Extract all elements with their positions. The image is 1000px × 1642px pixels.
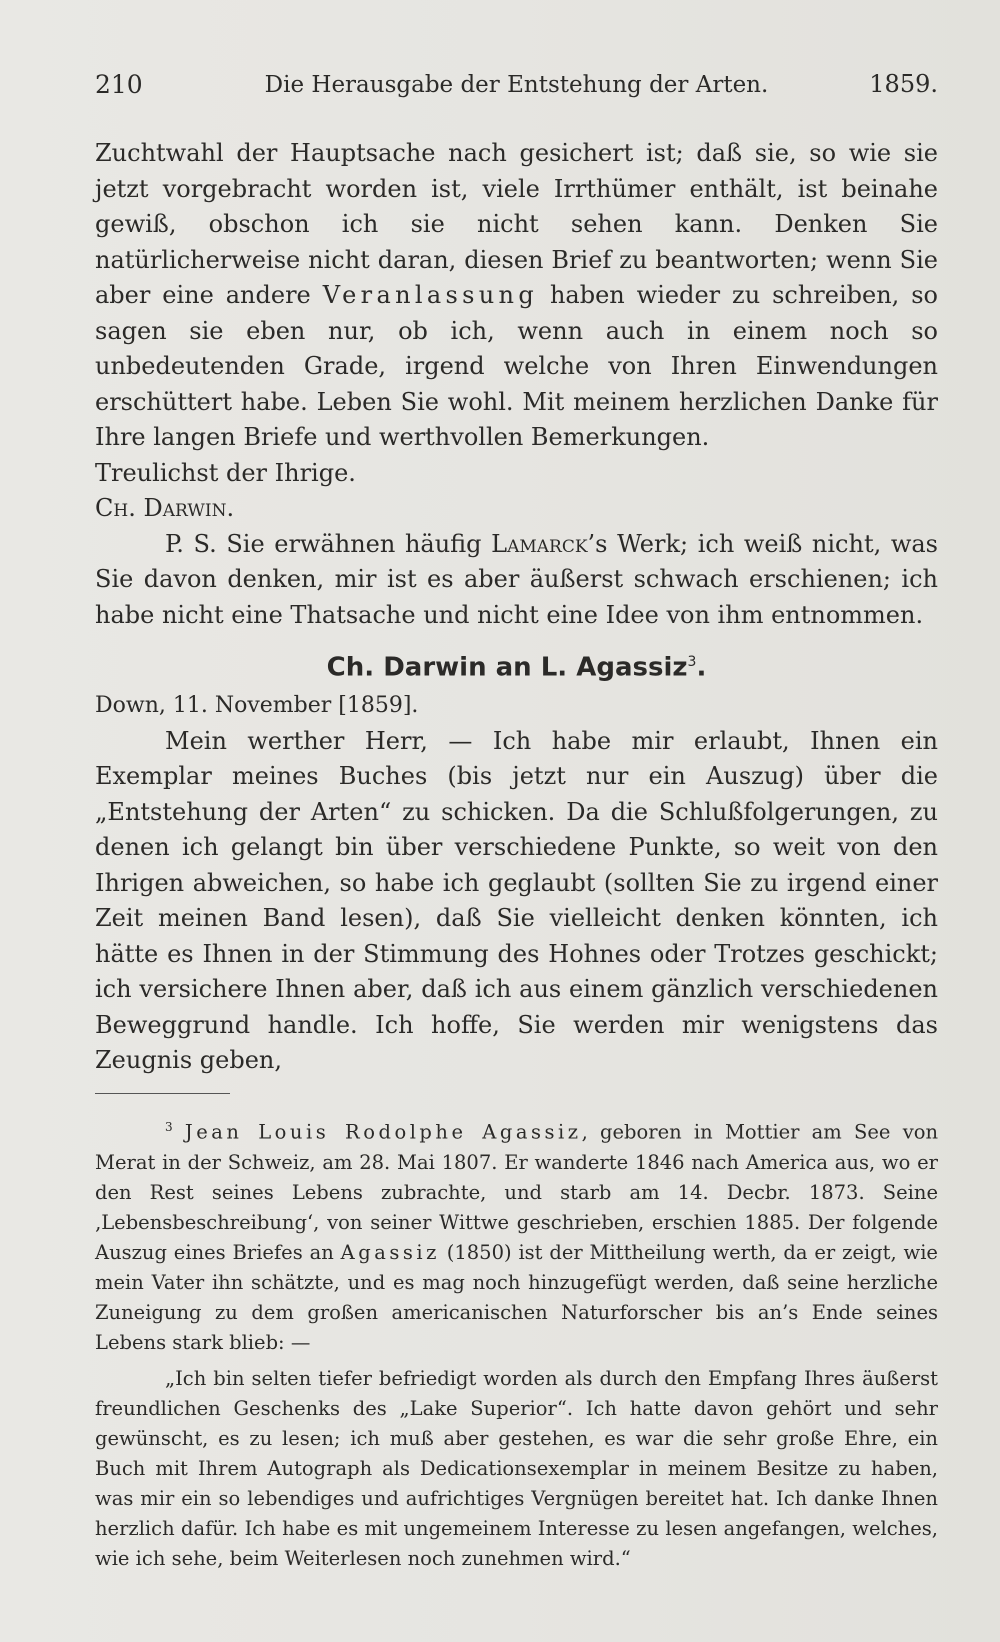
letter1-postscript <box>95 527 938 634</box>
header-year: 1859. <box>869 70 938 98</box>
footnotes <box>95 1112 938 1574</box>
footnote-ref: 3 <box>687 654 697 670</box>
footnote-text-2: (1850) ist der Mittheilung werth, da er zeigt, wie mein Vater ihn schätzte, und es mag noch hinzugefügt werden, daß seine herzliche Zuneigung zu dem großen americanischen Naturforscher bis an’s Ende seines Lebens stark blieb: — <box>95 1240 938 1354</box>
footnote-quote: „Ich bin selten tiefer befriedigt worden als durch den Empfang Ihres äußerst freundlichen Geschenks des „Lake Superior“. Ich hatte davon gehört und sehr gewünscht, es zu lesen; ich muß aber gestehen, es war die sehr große Ehre, ein Buch mit Ihrem Autograph als Dedicationsexemplar in meinem Besitze zu haben, was mir ein so lebendiges und aufrichtiges Vergnügen bereitet hat. Ich danke Ihnen herzlich dafür. Ich habe es mit ungemeinem Interesse zu lesen angefangen, welches, wie ich sehe, beim Weiterlesen noch zunehmen wird.“ <box>95 1366 938 1570</box>
letter1-body-start: Zuchtwahl der Hauptsache nach gesichert ist; daß sie, so wie sie jetzt vorgebracht worden ist, viele Irrthümer enthält, ist beinahe gewiß, obschon ich sie nicht sehen kann. Denken Sie natürlicherweise nicht daran, diesen Brief zu beantworten; wenn Sie aber eine andere <box>95 139 938 309</box>
page-number: 210 <box>95 70 143 99</box>
running-header <box>95 70 938 104</box>
footnote-rule <box>95 1093 230 1094</box>
letter2-dateline: Down, 11. November [1859]. <box>95 693 419 719</box>
letter1-body-end: haben wieder zu schreiben, so sagen sie eben nur, ob ich, wenn auch in einem noch so unbedeutenden Grade, irgend welche von Ihren Einwendungen erschüttert habe. Leben Sie wohl. Mit meinem herzlichen Danke für Ihre langen Briefe und werthvollen Bemerkungen. <box>95 281 939 451</box>
letter1-closing: Treulichst der Ihrige. <box>95 458 356 487</box>
ps-lead: P. S. Sie erwähnen häufig <box>165 529 492 558</box>
footnote-text: , geboren in Mottier am See von Merat in der Schweiz, am 28. Mai 1807. Er wanderte 1846 nach America aus, wo er den Rest seines Lebens zubrachte, und starb am 14. Decbr. 1873. Seine ‚Lebensbeschreibung‘, von seiner Wittwe geschrieben, erschien 1885. Der folgende Auszug eines Briefes an <box>95 1120 939 1264</box>
letter1-signature: Ch. Darwin. <box>95 494 235 522</box>
letter1-spaced-word: Veranlassung <box>322 281 539 309</box>
ps-rest: ’s Werk; ich weiß nicht, was Sie davon denken, mir ist es aber äußerst schwach erschienen; ich habe nicht eine Thatsache und nicht eine Idee von ihm entnommen. <box>95 529 938 629</box>
footnote-name-2: Agassiz <box>340 1240 440 1264</box>
footnote-name: Jean Louis Rodolphe Agassiz <box>184 1120 582 1144</box>
letter2-heading: Ch. Darwin an L. Agassiz$^3$. <box>326 652 707 683</box>
letter2-title: Ch. Darwin an L. Agassiz <box>326 652 688 683</box>
running-title: Die Herausgabe der Entstehung der Arten. <box>264 72 769 98</box>
footnote-3 <box>95 1112 938 1358</box>
footnote-mark: 3 <box>165 1120 173 1134</box>
main-text <box>95 136 938 1079</box>
ps-name: Lamarck <box>491 529 588 558</box>
letter1-body <box>95 136 938 456</box>
letter2-body: Mein werther Herr, — Ich habe mir erlaubt, Ihnen ein Exemplar meines Buches (bis jetzt nur ein Auszug) über die „Entstehung der Arten“ zu schicken. Da die Schlußfolgerungen, zu denen ich gelangt bin über verschiedene Punkte, so weit von den Ihrigen abweichen, so habe ich geglaubt (sollten Sie zu irgend einer Zeit meinen Band lesen), daß Sie vielleicht denken könnten, ich hätte es Ihnen in der Stimmung des Hohnes oder Trotzes geschickt; ich versichere Ihnen aber, daß ich aus einem gänzlich verschiedenen Beweggrund handle. Ich hoffe, Sie werden mir wenigstens das Zeugnis geben, <box>95 726 938 1075</box>
